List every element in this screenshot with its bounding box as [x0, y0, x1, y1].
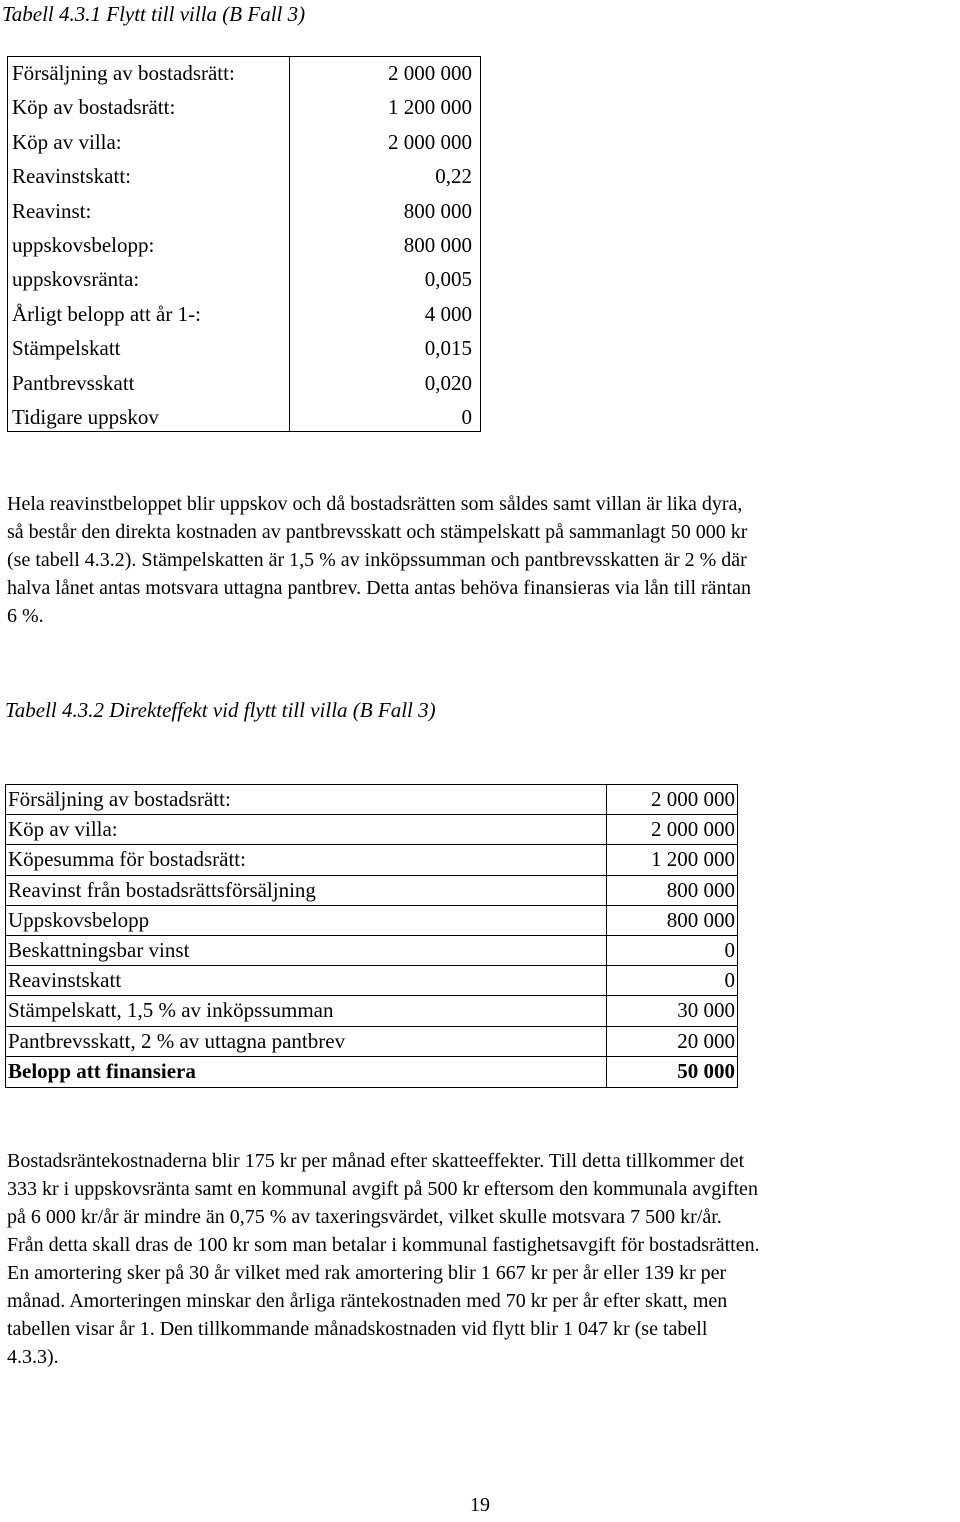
row-label: Pantbrevsskatt, 2 % av uttagna pantbrev: [8, 1028, 346, 1053]
row-value: 800 000: [403, 233, 472, 257]
row-label: Försäljning av bostadsrätt:: [12, 61, 235, 85]
text-line: tabellen visar år 1. Den tillkommande månadskostnaden vid flytt blir 1 047 kr (se tabell: [7, 1318, 708, 1340]
table-row: [8, 401, 480, 436]
row-label: uppskovsränta:: [12, 267, 140, 292]
row-label: Belopp att finansiera: [8, 1058, 196, 1083]
table-row: [6, 1057, 737, 1087]
row-label: Köp av bostadsrätt:: [12, 95, 176, 120]
paragraph1: [7, 490, 751, 630]
row-value: 1 200 000: [651, 847, 735, 872]
row-value: 2 000 000: [388, 61, 472, 85]
table-row: [8, 332, 480, 367]
row-value: 0: [461, 405, 472, 429]
text-line: Hela reavinstbeloppet blir uppskov och då bostadsrätten som såldes samt villan är lika dyra,: [7, 493, 743, 515]
table-row: [6, 785, 737, 815]
row-value: 30 000: [677, 998, 735, 1023]
table-row: [8, 367, 480, 402]
table-row: [8, 57, 480, 92]
row-value: 2 000 000: [388, 129, 472, 154]
text-line: på 6 000 kr/år är mindre än 0,75 % av taxeringsvärdet, vilket skulle motsvara 7 500 kr/år.: [7, 1206, 722, 1228]
table-row: [8, 126, 480, 161]
table-row: [8, 195, 480, 230]
row-value: 0: [724, 968, 735, 993]
paragraph2: [7, 1147, 760, 1371]
table-row: [8, 91, 480, 126]
page-number: 19: [470, 1494, 490, 1516]
row-label: Reavinstskatt:: [12, 164, 131, 189]
table1-caption: Tabell 4.3.1 Flytt till villa (B Fall 3): [2, 2, 306, 26]
table-row: [6, 906, 737, 936]
row-label: Stämpelskatt: [12, 336, 121, 361]
row-value: 0,22: [435, 164, 472, 189]
row-label: Tidigare uppskov: [12, 405, 159, 429]
table-row: [6, 876, 737, 906]
text-line: En amortering sker på 30 år vilket med rak amortering blir 1 667 kr per år eller 139 kr per: [7, 1262, 727, 1284]
table2-caption: Tabell 4.3.2 Direkteffekt vid flytt till villa (B Fall 3): [5, 698, 436, 722]
table2: [5, 784, 738, 1088]
table-row: [6, 966, 737, 996]
row-value: 0,015: [424, 336, 472, 361]
row-label: Reavinst:: [12, 198, 92, 223]
row-value: 2 000 000: [651, 787, 735, 811]
row-label: uppskovsbelopp:: [12, 233, 155, 257]
table-row: [6, 936, 737, 966]
text-line: (se tabell 4.3.2). Stämpelskatten är 1,5 % av inköpssumman och pantbrevsskatten är 2 % där: [7, 549, 747, 571]
row-value: 0,020: [424, 370, 472, 395]
table-row: [8, 298, 480, 333]
table-row: [6, 815, 737, 845]
table1: [7, 56, 481, 432]
row-value: 20 000: [677, 1028, 735, 1053]
table-row: [6, 845, 737, 875]
row-value: 800 000: [403, 198, 472, 223]
text-line: 333 kr i uppskovsränta samt en kommunal avgift på 500 kr eftersom den kommunala avgiften: [7, 1178, 758, 1200]
text-line: månad. Amorteringen minskar den årliga räntekostnaden med 70 kr per år efter skatt, men: [7, 1290, 728, 1312]
row-label: Stämpelskatt, 1,5 % av inköpssumman: [8, 998, 334, 1023]
text-line: så består den direkta kostnaden av pantbrevsskatt och stämpelskatt på sammanlagt 50 000 kr: [7, 521, 748, 543]
text-line: halva lånet antas motsvara uttagna pantbrev. Detta antas behöva finansieras via lån till räntan: [7, 577, 751, 599]
text-line: 6 %.: [7, 605, 44, 627]
row-label: Uppskovsbelopp: [8, 907, 150, 932]
row-value: 2 000 000: [651, 817, 735, 842]
row-value: 4 000: [424, 301, 472, 326]
row-value: 50 000: [677, 1058, 735, 1083]
text-line: Bostadsräntekostnaderna blir 175 kr per månad efter skatteeffekter. Till detta tillkommer det: [7, 1150, 745, 1172]
row-label: Reavinstskatt: [8, 968, 122, 993]
row-label: Pantbrevsskatt: [12, 370, 135, 395]
row-label: Årligt belopp att år 1-:: [12, 301, 201, 326]
text-line: Från detta skall dras de 100 kr som man betalar i kommunal fastighetsavgift för bostadsrätten.: [7, 1234, 760, 1256]
row-label: Köpesumma för bostadsrätt:: [8, 847, 246, 872]
row-label: Försäljning av bostadsrätt:: [8, 787, 231, 811]
row-value: 1 200 000: [388, 95, 472, 120]
row-label: Beskattningsbar vinst: [8, 938, 190, 962]
text-line: 4.3.3).: [7, 1346, 59, 1368]
row-label: Köp av villa:: [12, 129, 122, 154]
table-row: [8, 160, 480, 195]
row-value: 0: [724, 938, 735, 962]
table-row: [6, 1027, 737, 1057]
row-label: Reavinst från bostadsrättsförsäljning: [8, 877, 316, 902]
table-row: [8, 263, 480, 298]
row-value: 800 000: [666, 907, 735, 932]
table-row: [6, 996, 737, 1026]
row-value: 800 000: [666, 877, 735, 902]
table-row: [8, 229, 480, 264]
row-value: 0,005: [424, 267, 472, 292]
row-label: Köp av villa:: [8, 817, 118, 842]
